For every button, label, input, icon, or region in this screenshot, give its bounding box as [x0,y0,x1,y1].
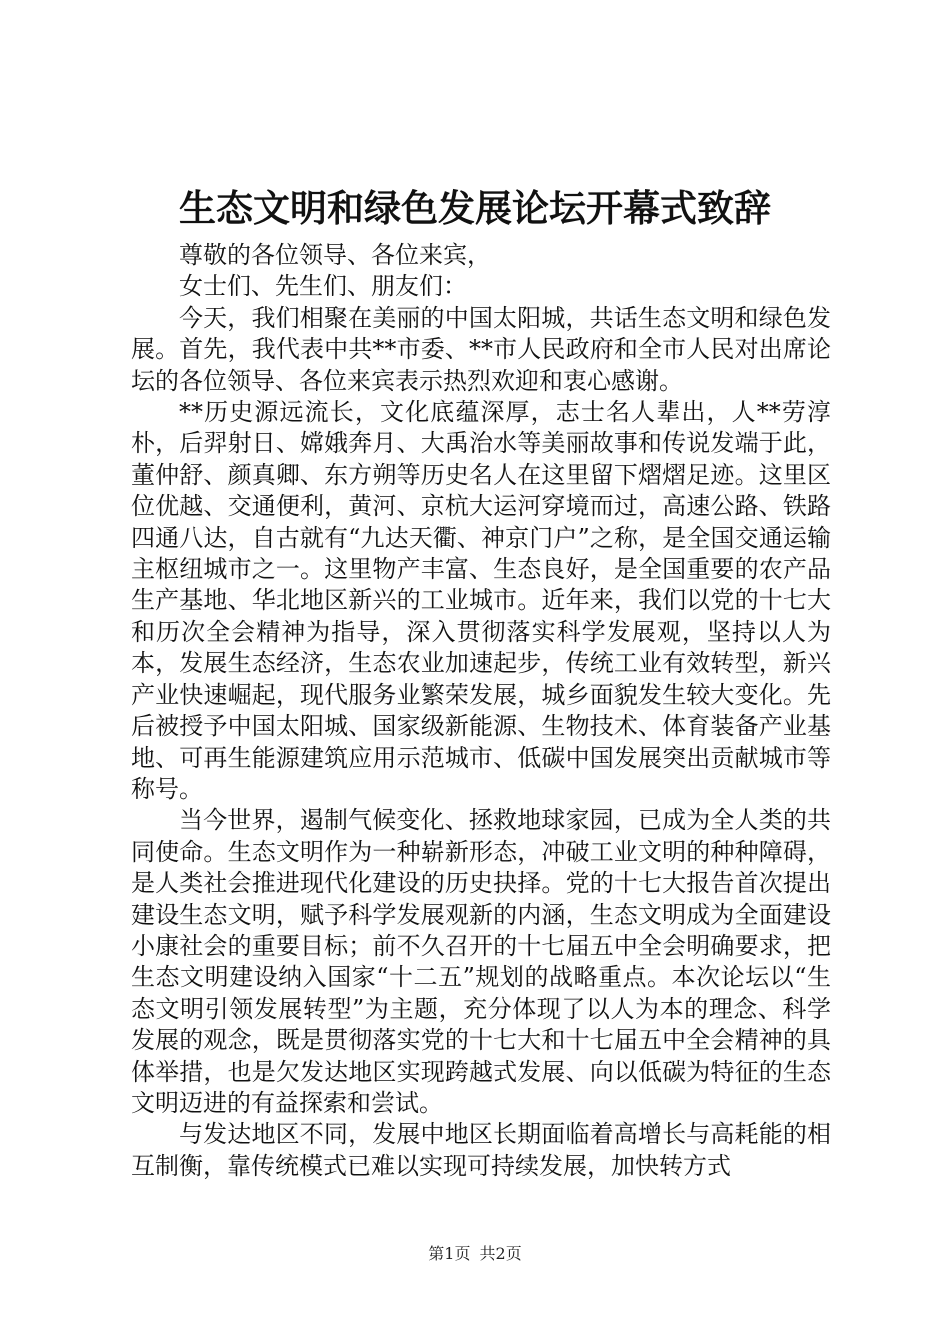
body-paragraph: **历史源远流长，文化底蕴深厚，志士名人辈出，人**劳淳朴，后羿射日、嫦娥奔月、大禹治水等美丽故事和传说发端于此，董仲舒、颜真卿、东方朔等历史名人在这里留下熠熠足迹。这里区位优越、交通便利，黄河、京杭大运河穿境而过，高速公路、铁路四通八达，自古就有“九达天衢、神京门户”之称，是全国交通运输主枢纽城市之一。这里物产丰富、生态良好，是全国重要的农产品生产基地、华北地区新兴的工业城市。近年来，我们以党的十七大和历次全会精神为指导，深入贯彻落实科学发展观，坚持以人为本，发展生态经济，生态农业加速起步，传统工业有效转型，新兴产业快速崛起，现代服务业繁荣发展，城乡面貌发生较大变化。先后被授予中国太阳城、国家级新能源、生物技术、体育装备产业基地、可再生能源建筑应用示范城市、低碳中国发展突出贡献城市等称号。 [131,398,831,803]
salutation-line-2: 女士们、先生们、朋友们： [179,272,467,301]
document-body [131,240,831,1182]
salutation-line-1: 尊敬的各位领导、各位来宾， [179,241,491,269]
body-paragraph: 今天，我们相聚在美丽的中国太阳城，共话生态文明和绿色发展。首先，我代表中共**市委、**市人民政府和全市人民对出席论坛的各位领导、各位来宾表示热烈欢迎和衷心感谢。 [131,303,831,395]
body-paragraph: 当今世界，遏制气候变化、拯救地球家园，已成为全人类的共同使命。生态文明作为一种崭新形态，冲破工业文明的种种障碍，是人类社会推进现代化建设的历史抉择。党的十七大报告首次提出建设生态文明，赋予科学发展观新的内涵，生态文明成为全面建设小康社会的重要目标；前不久召开的十七届五中全会明确要求，把生态文明建设纳入国家“十二五”规划的战略重点。本次论坛以“生态文明引领发展转型”为主题，充分体现了以人为本的理念、科学发展的观念，既是贯彻落实党的十七大和十七届五中全会精神的具体举措，也是欠发达地区实现跨越式发展、向以低碳为特征的生态文明迈进的有益探索和尝试。 [131,806,831,1117]
document-title: 生态文明和绿色发展论坛开幕式致辞 [179,187,771,230]
body-paragraph: 与发达地区不同，发展中地区长期面临着高增长与高耗能的相互制衡，靠传统模式已难以实现可持续发展，加快转方式 [131,1120,831,1180]
page-number: 第1页 [428,1244,471,1263]
page-footer [0,1244,950,1264]
page-total: 共2页 [479,1244,522,1263]
